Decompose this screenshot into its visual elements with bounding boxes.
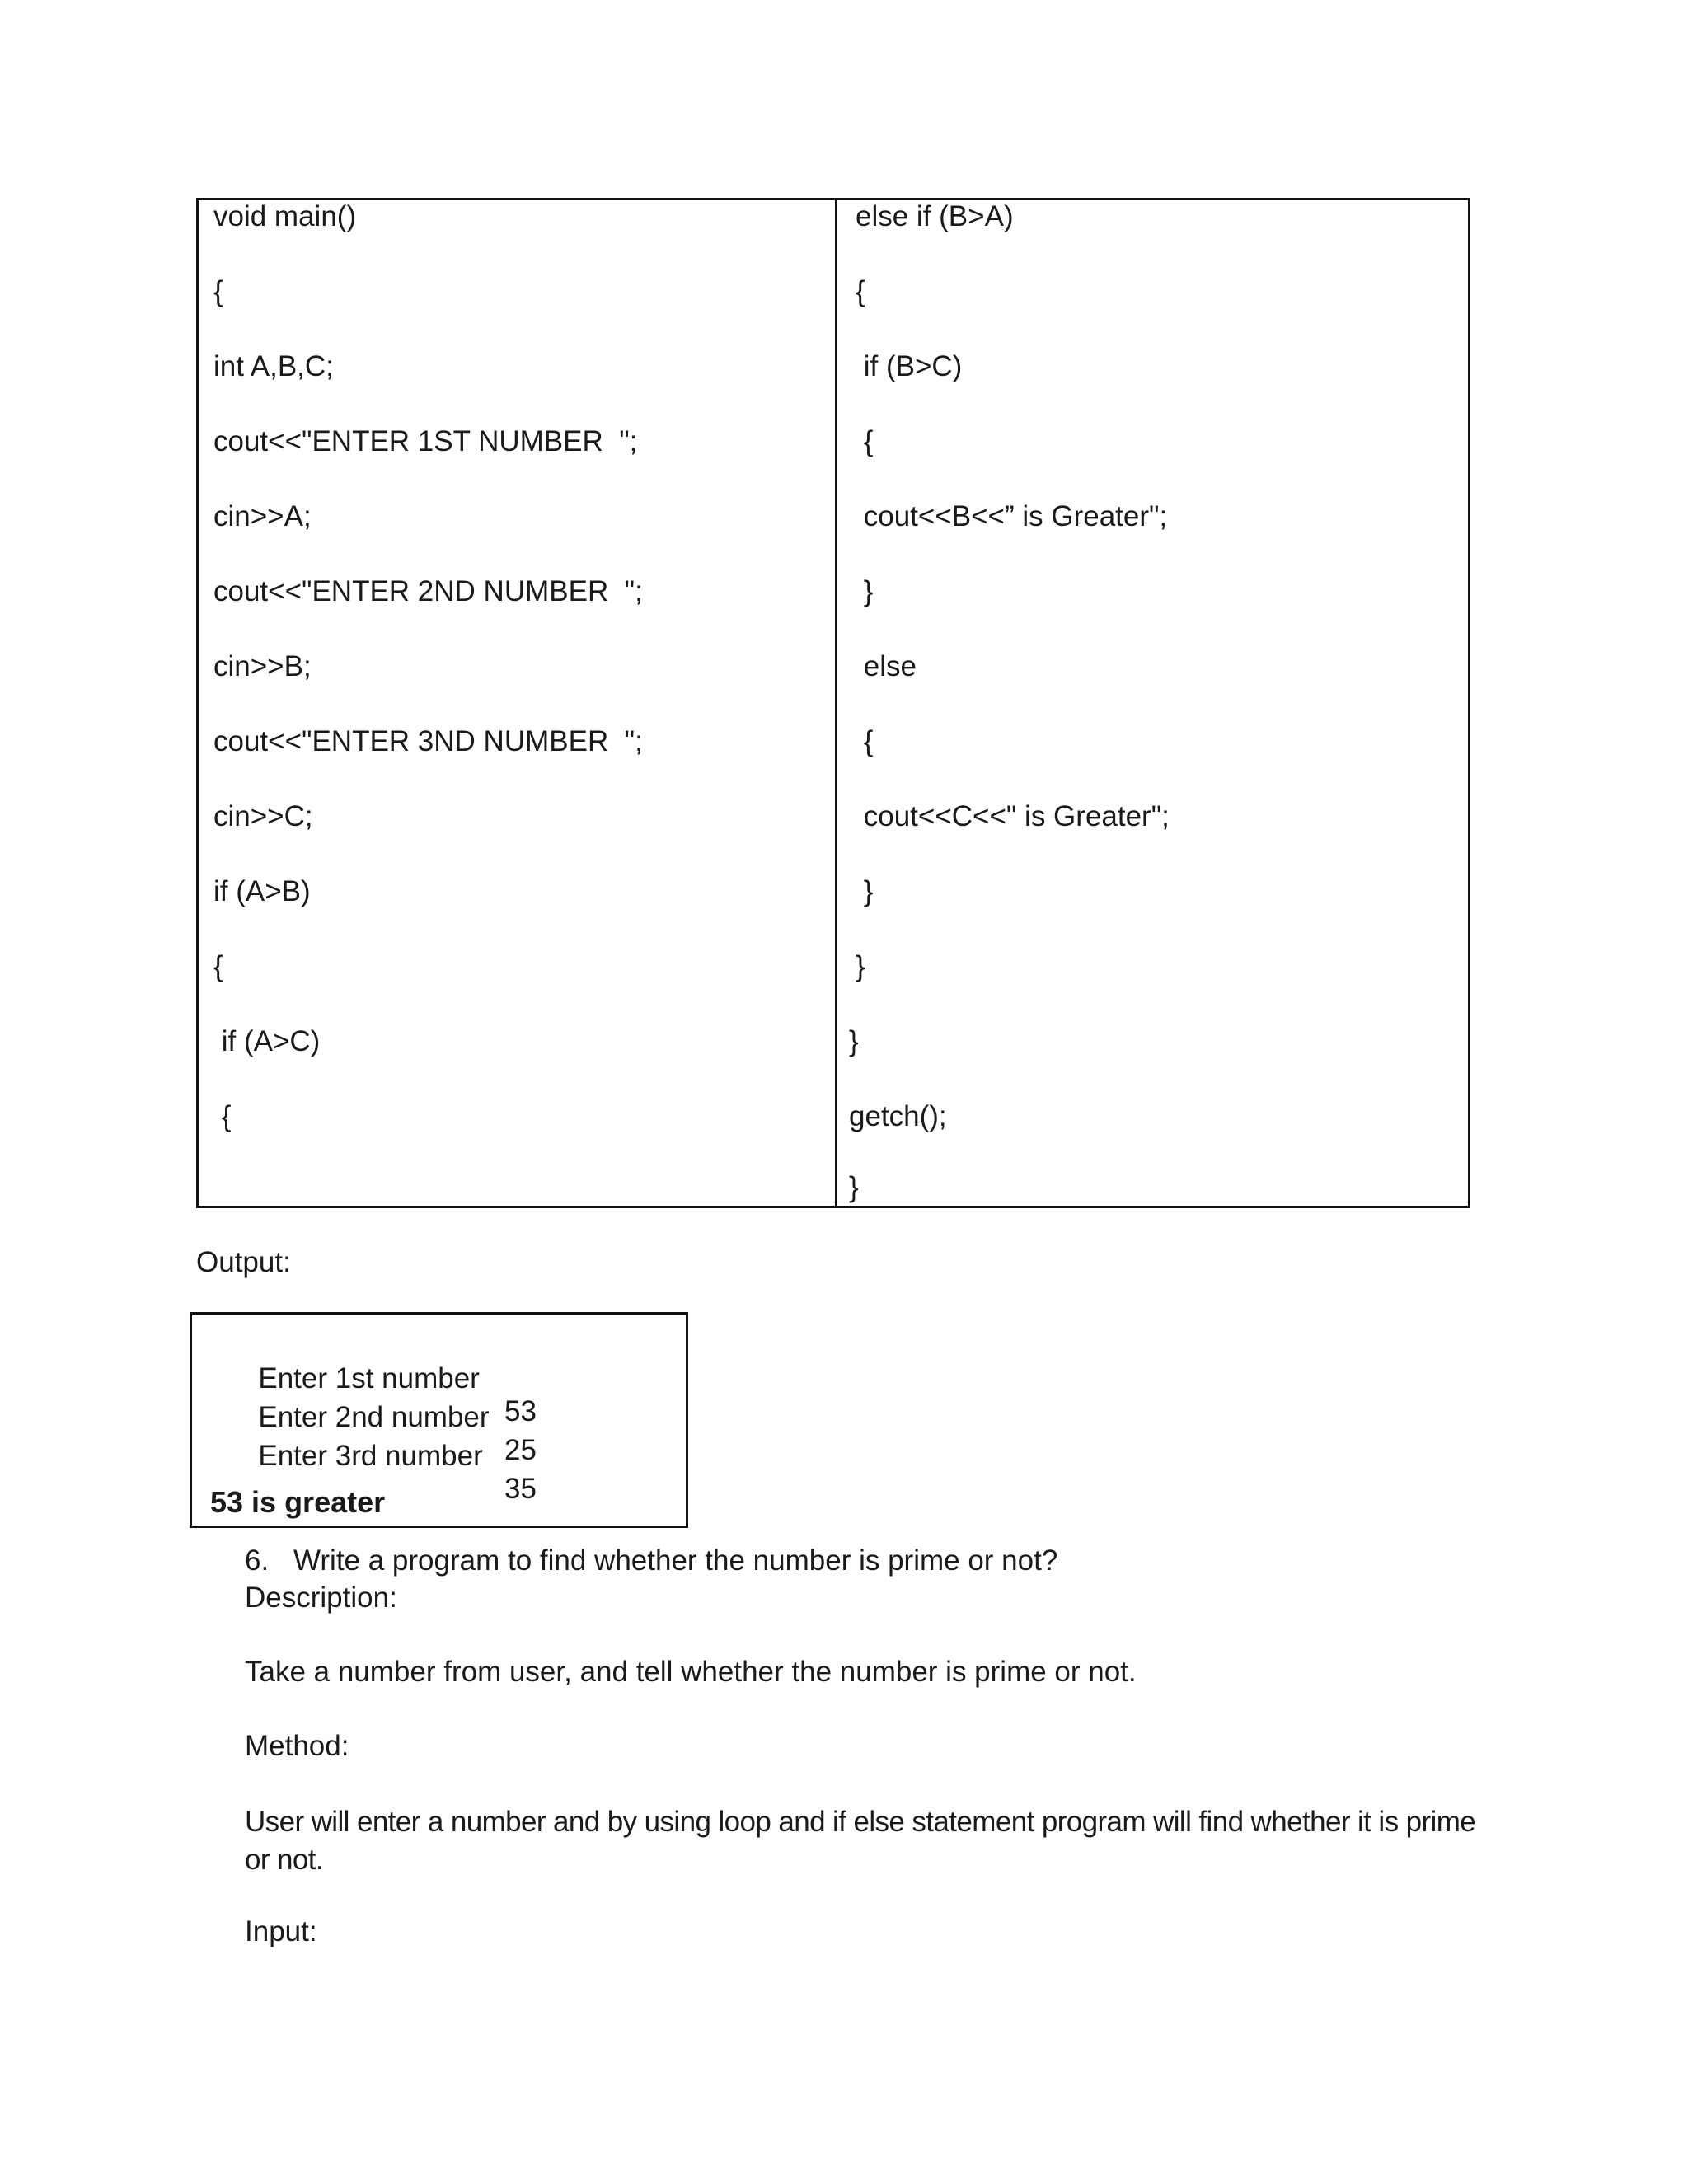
code-line: cout<<"ENTER 2ND NUMBER "; — [213, 575, 643, 607]
code-line: } — [849, 1171, 859, 1203]
code-line: else if (B>A) — [856, 200, 1014, 232]
output-row-label: Enter 1st number — [258, 1362, 480, 1394]
description-text: Take a number from user, and tell whether the number is prime or not. — [245, 1656, 1137, 1688]
output-row-value: 53 — [504, 1395, 537, 1427]
code-line: if (A>C) — [213, 1025, 321, 1057]
output-result: 53 is greater — [210, 1485, 386, 1519]
code-line: { — [213, 950, 223, 982]
code-column-right — [837, 200, 1468, 1206]
method-text: User will enter a number and by using loop and if else statement program will find whether it is prime or not. — [245, 1806, 1476, 1876]
code-line: cin>>B; — [213, 650, 312, 682]
output-row-value: 35 — [504, 1473, 537, 1505]
code-line: { — [213, 275, 223, 307]
code-line: cin>>C; — [213, 800, 313, 832]
method-label: Method: — [245, 1730, 349, 1762]
code-line: } — [856, 875, 874, 907]
output-box — [190, 1312, 688, 1528]
code-line: cout<<B<<” is Greater"; — [856, 500, 1168, 532]
code-line: cout<<"ENTER 1ST NUMBER "; — [213, 425, 638, 457]
code-line: { — [856, 725, 874, 757]
code-line: cout<<C<<" is Greater"; — [856, 800, 1170, 832]
code-line: cout<<"ENTER 3ND NUMBER "; — [213, 725, 643, 757]
code-table — [196, 198, 1470, 1208]
description-label: Description: — [245, 1582, 397, 1614]
output-row-label: Enter 2nd number — [258, 1401, 490, 1433]
question-text: Write a program to find whether the number is prime or not? — [293, 1544, 1058, 1577]
code-line: int A,B,C; — [213, 350, 334, 382]
question-number: 6. — [245, 1544, 270, 1577]
code-line: { — [213, 1100, 232, 1132]
output-label: Output: — [196, 1246, 291, 1278]
code-line: void main() — [213, 200, 357, 232]
code-line: getch(); — [849, 1100, 947, 1132]
code-line: } — [849, 1025, 859, 1057]
code-line: { — [856, 275, 865, 307]
code-line: else — [856, 650, 917, 682]
output-row-label: Enter 3rd number — [258, 1440, 483, 1472]
code-column-left — [199, 200, 837, 1206]
code-line: { — [856, 425, 874, 457]
input-label: Input: — [245, 1915, 317, 1947]
code-line: if (B>C) — [856, 350, 963, 382]
code-line: } — [856, 575, 874, 607]
code-line: cin>>A; — [213, 500, 312, 532]
code-line: if (A>B) — [213, 875, 311, 907]
code-line: } — [856, 950, 865, 982]
output-row-value: 25 — [504, 1434, 537, 1466]
